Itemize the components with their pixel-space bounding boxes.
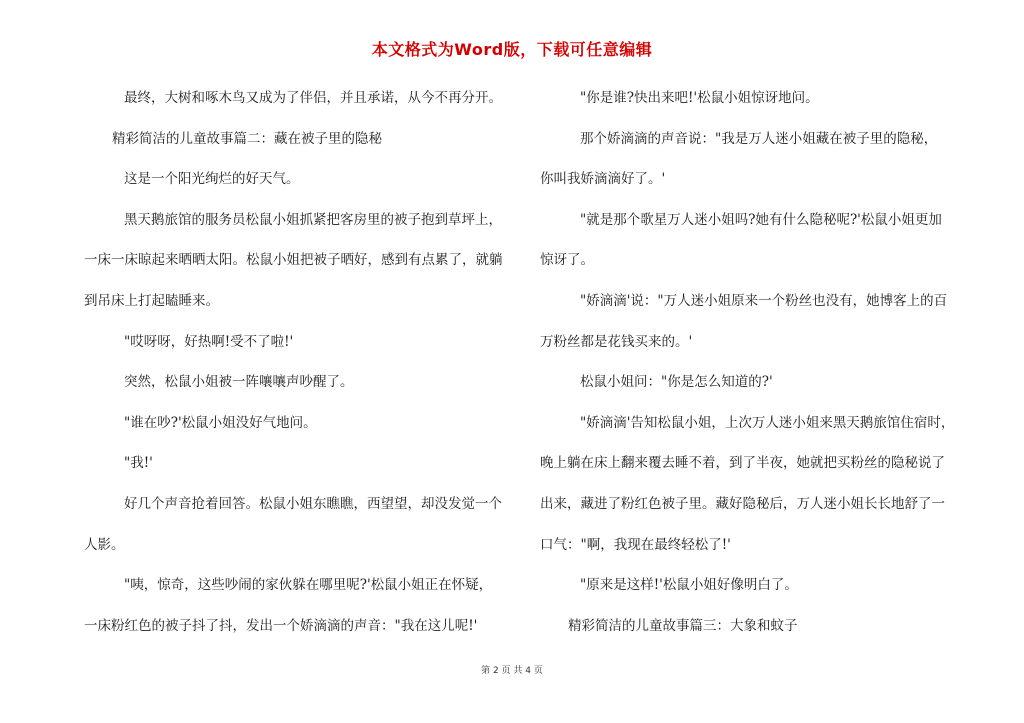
paragraph-line: "哎呀呀，好热啊!受不了啦!' [124,333,294,350]
paragraph-line: 口气："啊，我现在最终轻松了!' [540,536,731,553]
paragraph-line: 这是一个阳光绚烂的好天气。 [124,171,300,188]
paragraph-line: 突然，松鼠小姐被一阵嚷嚷声吵醒了。 [124,374,354,391]
right-column [540,78,960,646]
paragraph-line: 你叫我娇滴滴好了。' [540,171,666,188]
paragraph-line: 最终，大树和啄木鸟又成为了伴侣，并且承诺，从今不再分开。 [124,90,502,106]
section-heading: 精彩简洁的儿童故事篇二：藏在被子里的隐秘 [112,130,382,147]
paragraph-line: 一床一床晾起来晒晒太阳。松鼠小姐把被子晒好，感到有点累了，就躺 [84,252,503,269]
paragraph-line: "原来是这样!'松鼠小姐好像明白了。 [580,577,798,594]
paragraph-line: "谁在吵?'松鼠小姐没好气地问。 [124,414,317,431]
paragraph-line: "娇滴滴'说："万人迷小姐原来一个粉丝也没有，她博客上的百 [580,292,948,309]
paragraph-line: 那个娇滴滴的声音说："我是万人迷小姐藏在被子里的隐秘， [580,130,938,147]
paragraph-line: 一床粉红色的被子抖了抖，发出一个娇滴滴的声音："我在这儿呢!' [84,617,478,634]
paragraph-line: 好几个声音抢着回答。松鼠小姐东瞧瞧，西望望，却没发觉一个 [124,495,502,512]
paragraph-line: 黑天鹅旅馆的服务员松鼠小姐抓紧把客房里的被子抱到草坪上， [124,211,502,228]
paragraph-line: 到吊床上打起瞌睡来。 [84,292,219,309]
paragraph-line: "娇滴滴'告知松鼠小姐，上次万人迷小姐来黑天鹅旅馆住宿时， [580,414,955,431]
paragraph-line: "咦，惊奇，这些吵闹的家伙躲在哪里呢?'松鼠小姐正在怀疑， [124,577,493,594]
paragraph-line: 惊讶了。 [540,252,594,269]
paragraph-line: "我!' [124,455,153,472]
paragraph-line: 出来，藏进了粉红色被子里。藏好隐秘后，万人迷小姐长长地舒了一 [540,495,945,512]
paragraph-line: "就是那个歌星万人迷小姐吗?她有什么隐秘呢?'松鼠小姐更加 [580,211,942,228]
paragraph-line: 万粉丝都是花钱买来的。' [540,333,693,350]
paragraph-line: 松鼠小姐问："你是怎么知道的?' [580,374,773,391]
paragraph-line: 人影。 [84,536,125,553]
section-heading: 精彩简洁的儿童故事篇三：大象和蚊子 [568,617,798,634]
page-number-footer: 第 2 页 共 4 页 [481,666,543,676]
document-banner: 本文格式为Word版，下载可任意编辑 [371,40,653,59]
paragraph-line: "你是谁?快出来吧!'松鼠小姐惊讶地问。 [580,90,819,106]
left-column [84,78,504,646]
paragraph-line: 晚上躺在床上翻来覆去睡不着，到了半夜，她就把买粉丝的隐秘说了 [540,455,945,472]
